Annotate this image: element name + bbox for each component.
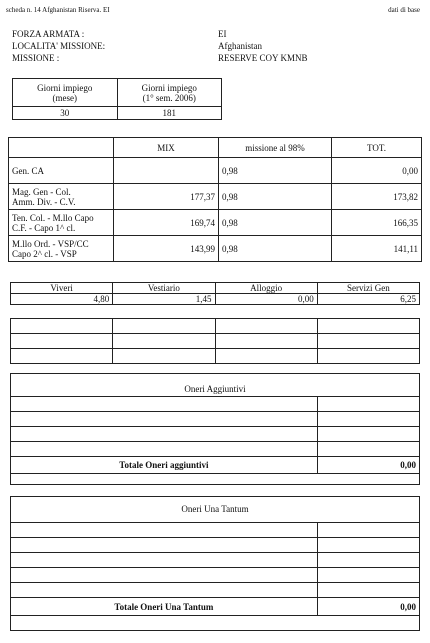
- mix-row-mix: 143,99: [114, 236, 219, 262]
- oneri-una-tantum-total-label: Totale Oneri Una Tantum: [11, 598, 318, 616]
- giorni-header-sem-l2: (1° sem. 2006): [142, 92, 196, 103]
- mix-row-mix: 177,37: [114, 184, 219, 210]
- servizi-table: [10, 282, 420, 305]
- servizi-header-vestiario: Vestiario: [113, 283, 215, 294]
- mix-row-label: [9, 236, 114, 262]
- giorni-header-mese: [13, 79, 118, 107]
- oneri-aggiuntivi-total-value: 0,00: [317, 457, 419, 474]
- mix-header-empty: [9, 138, 114, 158]
- mix-row-tot: 0,00: [332, 158, 422, 184]
- servizi-value-vestiario: 1,45: [113, 294, 215, 305]
- mix-row: [9, 236, 422, 262]
- mix-row-label-l1: Gen. CA: [12, 165, 44, 176]
- mix-row-tot: 141,11: [332, 236, 422, 262]
- mix-row-label-l2: C.F. - Capo 1^ cl.: [12, 222, 76, 233]
- mix-row: [9, 184, 422, 210]
- mix-row-label-l1: M.llo Ord. - VSP/CC: [12, 238, 89, 249]
- oneri-aggiuntivi-grid: [10, 396, 420, 474]
- giorni-value-mese: 30: [13, 107, 118, 120]
- giorni-header-sem: [117, 79, 222, 107]
- giorni-header-sem-l1: Giorni impiego: [141, 82, 197, 93]
- mix-row-label: [9, 184, 114, 210]
- mix-row-perc: 0,98: [219, 210, 332, 236]
- info-label-missione: MISSIONE :: [12, 53, 60, 63]
- mix-row-label-l1: Mag. Gen - Col.: [12, 186, 71, 197]
- mix-row-mix: [114, 158, 219, 184]
- header-right-label: dati di base: [388, 6, 420, 14]
- giorni-table: [12, 78, 222, 120]
- servizi-header-viveri: Viveri: [11, 283, 113, 294]
- giorni-value-sem: 181: [117, 107, 222, 120]
- servizi-header-alloggio: Alloggio: [215, 283, 317, 294]
- mix-table: [8, 137, 422, 262]
- mix-header-mix: MIX: [114, 138, 219, 158]
- mix-row-perc: 0,98: [219, 158, 332, 184]
- mix-row-tot: 166,35: [332, 210, 422, 236]
- info-value-missione: RESERVE COY KMNB: [218, 53, 308, 63]
- info-value-forza: EI: [218, 29, 227, 39]
- info-label-localita: LOCALITA' MISSIONE:: [12, 41, 106, 51]
- mix-row-label: [9, 210, 114, 236]
- blank-grid: [10, 318, 420, 364]
- servizi-value-alloggio: 0,00: [215, 294, 317, 305]
- info-value-localita: Afghanistan: [218, 41, 262, 51]
- oneri-una-tantum-title: Oneri Una Tantum: [181, 504, 249, 514]
- oneri-aggiuntivi-total-label: Totale Oneri aggiuntivi: [11, 457, 318, 474]
- mix-row: [9, 210, 422, 236]
- mix-header-percent: missione al 98%: [219, 138, 332, 158]
- mix-header-tot: TOT.: [332, 138, 422, 158]
- mix-row-perc: 0,98: [219, 184, 332, 210]
- mix-row-perc: 0,98: [219, 236, 332, 262]
- giorni-header-mese-l2: (mese): [52, 92, 77, 103]
- mix-row-label: [9, 158, 114, 184]
- mix-row-label-l2: Capo 2^ cl. - VSP: [12, 248, 77, 259]
- oneri-aggiuntivi-title: Oneri Aggiuntivi: [184, 384, 246, 394]
- mix-row-mix: 169,74: [114, 210, 219, 236]
- mix-row-label-l2: Amm. Div. - C.V.: [12, 196, 76, 207]
- mix-row-tot: 173,82: [332, 184, 422, 210]
- mix-row-label-l1: Ten. Col. - M.llo Capo: [12, 212, 94, 223]
- oneri-una-tantum-total-value: 0,00: [317, 598, 419, 616]
- servizi-header-servizi: Servizi Gen: [317, 283, 419, 294]
- giorni-header-mese-l1: Giorni impiego: [37, 82, 93, 93]
- servizi-value-servizi: 6,25: [317, 294, 419, 305]
- info-label-forza: FORZA ARMATA :: [12, 29, 85, 39]
- servizi-value-viveri: 4,80: [11, 294, 113, 305]
- sheet-title: scheda n. 14 Afghanistan Riserva. EI: [6, 6, 110, 14]
- oneri-una-tantum-grid: [10, 522, 420, 616]
- mix-row: [9, 158, 422, 184]
